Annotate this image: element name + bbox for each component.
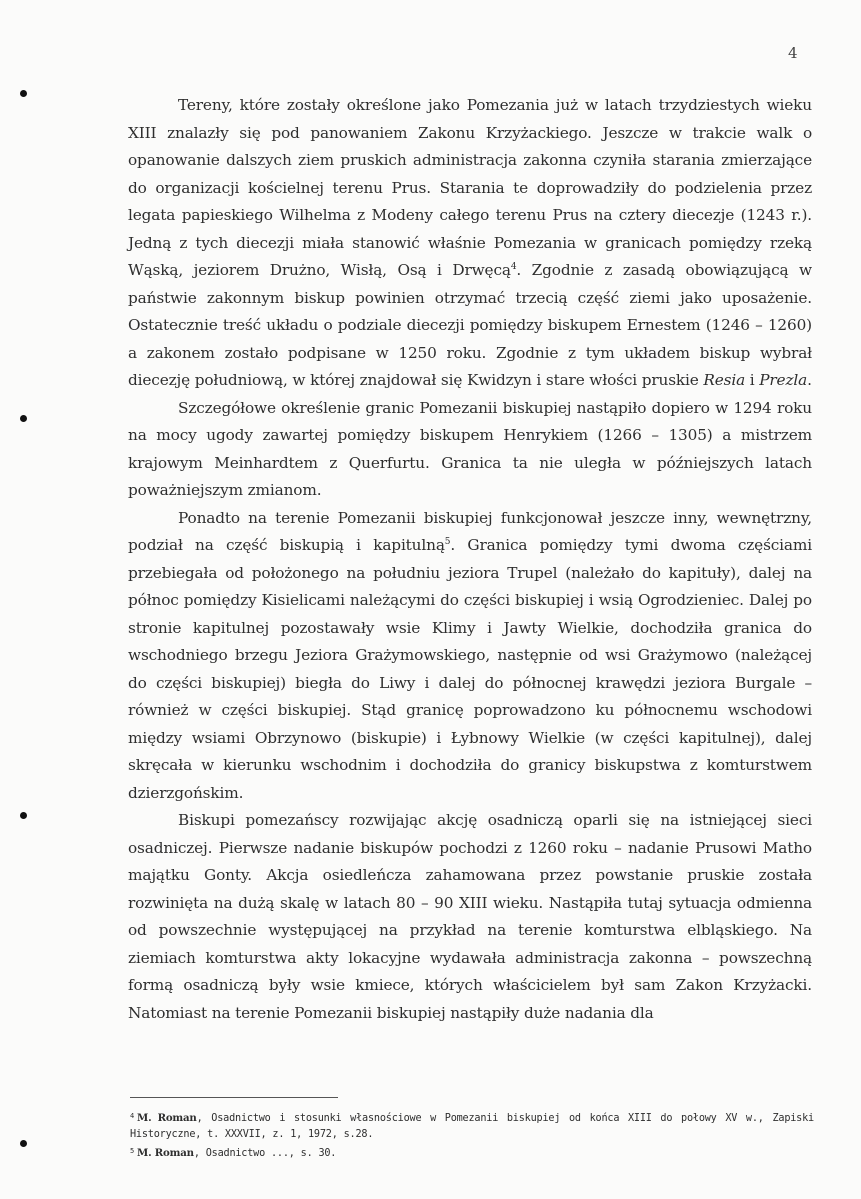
punch-hole-mark bbox=[20, 90, 27, 97]
footnote-author: M. Roman bbox=[137, 1112, 197, 1124]
footnote-author: M. Roman bbox=[137, 1147, 194, 1159]
footnote-text: , Osadnictwo i stosunki własnościowe w Pomezanii biskupiej od końca XIII do połowy XV w., Zapiski Historyczne, t. XXXVII, z. 1, 1972, s.28. bbox=[130, 1113, 814, 1140]
text-run: Tereny, które zostały określone jako Pomezania już w latach trzydziestych wieku XIII znalazły się pod panowaniem Zakonu Krzyżackiego. Jeszcze w trakcie walk o opanowanie dalszych ziem pruskich administracja zakonna czyniła starania zmierzające do organizacji kościelnej terenu Prus. Starania te doprowadziły do podzielenia przez legata papieskiego Wilhelma z Modeny całego terenu Prus na cztery diecezje (1243 r.). Jedną z tych diecezji miała stanowić właśnie Pomezania w granicach pomiędzy rzeką Wąską, jeziorem Drużno, Wisłą, Osą i Drwęcą bbox=[128, 96, 812, 279]
text-run: . Zgodnie z zasadą obowiązującą w państwie zakonnym biskup powinien otrzymać trzecią część ziemi jako uposażenie. Ostatecznie treść układu o podziale diecezji pomiędzy biskupem Ernestem (1246 – 1260) a zakonem zostało podpisane w 1250 roku. Zgodnie z tym układem biskup wybrał diecezję południową, w której znajdował się Kwidzyn i stare włości pruskie bbox=[128, 261, 813, 389]
text-run: i bbox=[745, 371, 760, 389]
footnote-ref: 5 bbox=[444, 537, 451, 547]
text-run: . Granica pomiędzy tymi dwoma częściami przebiegała od położonego na południu jeziora Trupel (należało do kapituły), dalej na północ pomiędzy Kisielicami należącymi do części biskupiej i wsią Ogrodzieniec. Dalej po stronie kapitulnej pozostawały wsie Klimy i Jawty Wielkie, dochodziła granica do wschodniego brzegu Jeziora Grażymowskiego, następnie od wsi Grażymowo (należącej do części biskupiej) biegła do Liwy i dalej do północnej krawędzi jeziora Burgale – również w części biskupiej. Stąd granicę poprowadzono ku północnemu wschodowi między wsiami Obrzynowo (biskupie) i Łybnowy Wielkie (w części kapitulnej), dalej skręcała w kierunku wschodnim i dochodziła do granicy biskupstwa z komturstwem dzierzgońskim. bbox=[128, 536, 812, 802]
footnotes bbox=[130, 1108, 814, 1162]
footnote-number: 5 bbox=[130, 1147, 135, 1155]
footnote bbox=[130, 1108, 814, 1143]
text-run: Ponadto na terenie Pomezanii biskupiej funkcjonował jeszcze inny, wewnętrzny, podział na część biskupią i kapitulną bbox=[128, 508, 812, 554]
punch-hole-mark bbox=[20, 415, 27, 422]
text-run: Szczegółowe określenie granic Pomezanii biskupiej nastąpiło dopiero w 1294 roku na mocy ugody zawartej pomiędzy biskupem Henrykiem (1266 – 1305) a mistrzem krajowym Meinhardtem z Querfurtu. Granica ta nie uległa w późniejszych latach poważniejszym zmianom. bbox=[128, 398, 812, 499]
footnote-ref: 4 bbox=[510, 262, 517, 272]
footnote-number: 4 bbox=[130, 1112, 135, 1120]
paragraph bbox=[128, 92, 812, 395]
paragraph bbox=[128, 807, 812, 1027]
text-run: . bbox=[807, 371, 812, 389]
footnote-divider bbox=[130, 1097, 338, 1098]
footnote-text: , Osadnictwo ..., s. 30. bbox=[193, 1148, 337, 1159]
paragraph bbox=[128, 505, 812, 808]
text-run: Biskupi pomezańscy rozwijając akcję osadniczą oparli się na istniejącej sieci osadniczej. Pierwsze nadanie biskupów pochodzi z 1260 roku – nadanie Prusowi Matho majątku Gonty. Akcja osiedleńcza zahamowana przez powstanie pruskie została rozwinięta na dużą skalę w latach 80 – 90 XIII wieku. Nastąpiła tutaj sytuacja odmienna od powszechnie występującej na przykład na terenie komturstwa elbląskiego. Na ziemiach komturstwa akty lokacyjne wydawała administracja zakonna – powszechną formą osadniczą były wsie kmiece, których właścicielem był sam Zakon Krzyżacki. Natomiast na terenie Pomezanii biskupiej nastąpiły duże nadania dla bbox=[128, 811, 812, 1022]
page-number: 4 bbox=[788, 44, 798, 62]
punch-hole-mark bbox=[20, 812, 27, 819]
paragraph bbox=[128, 395, 812, 505]
body-text bbox=[128, 92, 812, 1027]
footnote bbox=[130, 1143, 814, 1162]
punch-hole-mark bbox=[20, 1140, 27, 1147]
italic-text: Resia bbox=[703, 371, 746, 389]
italic-text: Prezla bbox=[759, 371, 808, 389]
